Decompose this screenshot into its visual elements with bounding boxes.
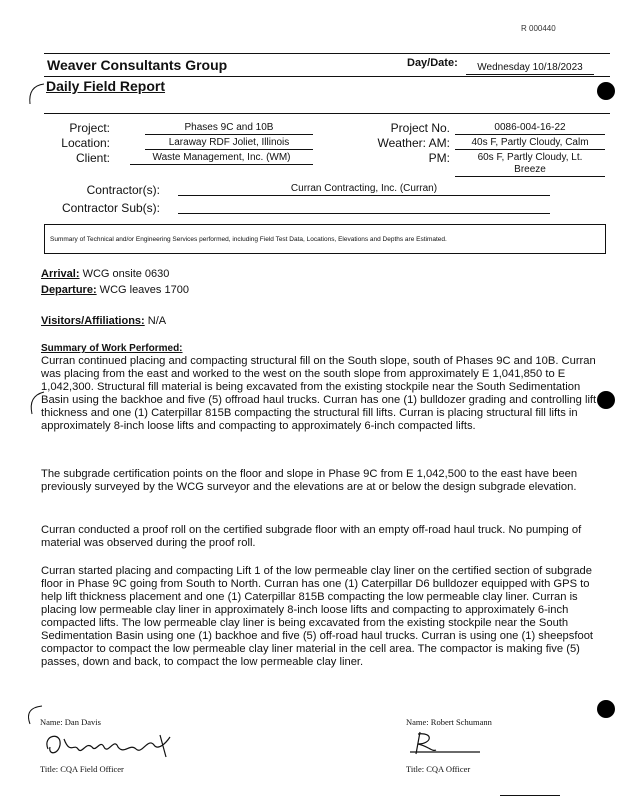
project-value: Phases 9C and 10B (145, 122, 313, 135)
visitors-line (41, 315, 166, 327)
arrival-label: Arrival: (41, 268, 80, 280)
work-paragraph-3: Curran conducted a proof roll on the certified subgrade floor with an empty off-road haul truck. No pumping of material was observed during the proof roll. (41, 524, 582, 549)
contractor-subs-label: Contractor Sub(s): (61, 201, 160, 215)
project-no-value: 0086-004-16-22 (455, 122, 605, 135)
punch-hole-bottom (597, 700, 615, 718)
contractors-label: Contractor(s): (86, 183, 160, 197)
contractor-subs-value (178, 201, 550, 214)
right-signer-name: Name: Robert Schumann (406, 717, 492, 727)
weather-pm-label: PM: (428, 151, 450, 165)
left-signature (40, 725, 190, 765)
departure-label: Departure: (41, 284, 97, 296)
header-mid-rule (44, 76, 610, 77)
project-label: Project: (69, 121, 110, 135)
arrival-value: WCG onsite 0630 (79, 268, 170, 280)
weather-pm-value-line2: Breeze (455, 164, 605, 177)
header-top-rule (44, 53, 610, 54)
right-signature (406, 728, 486, 760)
location-value: Laraway RDF Joliet, Illinois (145, 137, 313, 150)
weather-pm-value-line1: 60s F, Partly Cloudy, Lt. (477, 152, 583, 163)
scan-mark-top (22, 80, 48, 110)
departure-line (41, 284, 189, 296)
punch-hole-top (597, 82, 615, 100)
left-signer-name: Name: Dan Davis (40, 717, 101, 727)
arrival-line (41, 268, 169, 280)
weather-am-label: Weather: AM: (377, 136, 450, 150)
departure-value: WCG leaves 1700 (96, 284, 189, 296)
left-signer-title: Title: CQA Field Officer (40, 764, 124, 774)
daydate-value: Wednesday 10/18/2023 (466, 62, 594, 75)
work-heading: Summary of Work Performed: (41, 343, 183, 354)
report-title: Daily Field Report (46, 78, 166, 94)
visitors-label: Visitors/Affiliations: (41, 315, 145, 327)
work-paragraph-1: Curran continued placing and compacting structural fill on the South slope, south of Phases 9C and 10B. Curran was placing from the east and worked to the west on the south slope from approximately E 1,041,850 to E 1,042,300. Structural fill material is being excavated from the existing stockpile near the South Sedimentation Basin using the backhoe and five (5) offroad haul trucks. Curran has one (1) bulldozer grading and controlling lift thickness and one (1) Caterpillar 815B compacting the structural fill lifts. Curran is placing structural fill lifts in approximately 8-inch loose lifts and compacting to approximately 6-inch compacted lifts. (41, 355, 597, 432)
client-value: Waste Management, Inc. (WM) (130, 152, 313, 165)
project-no-label: Project No. (390, 121, 450, 135)
company-name: Weaver Consultants Group (47, 57, 228, 73)
bates-number: R 000440 (521, 24, 556, 33)
client-label: Client: (75, 151, 110, 165)
bottom-scan-line (500, 795, 560, 796)
weather-am-value: 40s F, Partly Cloudy, Calm (455, 137, 605, 150)
right-signer-title: Title: CQA Officer (406, 764, 471, 774)
contractors-value: Curran Contracting, Inc. (Curran) (178, 183, 550, 196)
work-paragraph-4: Curran started placing and compacting Lift 1 of the low permeable clay liner on the certified section of subgrade floor in Phase 9C going from South to North. Curran has one (1) Caterpillar D6 bulldozer equipped with GPS to help lift thickness placement and one (1) Caterpillar 815B compacting the low permeable clay liner. Curran is placing low permeable clay liner in approximately 8-inch loose lifts and compacting to approximately 6-inch compacted lifts. The low permeable clay liner is being excavated from the existing stockpile near the South Sedimentation Basin using one (1) backhoe and five (5) off-road haul trucks. Curran is using one (1) sheepsfoot compactor to compact the low permeable clay liner material in the cell area. The compactor is making five (5) passes, down and back, to compact the low permeable clay liner. (41, 565, 594, 668)
project-info-top-rule (44, 113, 610, 114)
visitors-value: N/A (144, 315, 167, 327)
location-label: Location: (61, 136, 110, 150)
work-paragraph-2: The subgrade certification points on the floor and slope in Phase 9C from E 1,042,500 to the east have been previously surveyed by the WCG surveyor and the elevations are at or below the design subgrade elevation. (41, 468, 578, 493)
daydate-label: Day/Date: (407, 57, 458, 69)
summary-note: Summary of Technical and/or Engineering Services performed, including Field Test Data, Locations, Elevations and Depths are Estimated. (50, 236, 447, 243)
